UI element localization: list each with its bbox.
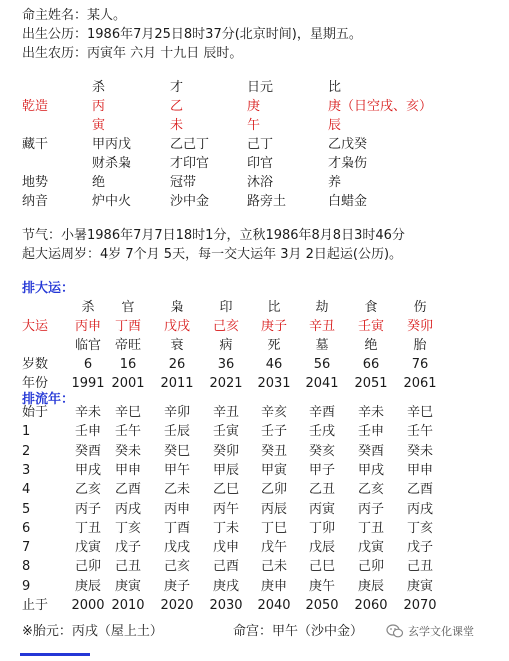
liunian-cell: 壬辰 [163, 424, 190, 439]
dayun-label: 大运 [22, 319, 49, 334]
dayun-pillar: 辛丑 [308, 319, 335, 334]
liunian-row-label: 5 [22, 502, 31, 517]
liunian-cell: 庚子 [163, 579, 190, 594]
liunian-cell: 2020 [160, 598, 194, 613]
liunian-cell: 壬子 [260, 424, 287, 439]
liunian-cell: 戊申 [212, 540, 239, 555]
branch-hour: 辰 [328, 118, 342, 133]
liunian-cell: 戊子 [114, 540, 141, 555]
dayun-age: 66 [362, 357, 380, 372]
pillar-god-month: 才 [170, 80, 184, 95]
canggan-year: 甲丙戊 [92, 137, 132, 152]
watermark-text: 玄学文化课堂 [408, 625, 474, 638]
liunian-title: 排流年： [22, 392, 75, 407]
dishi-year: 绝 [92, 175, 106, 190]
dayun-god: 官 [121, 300, 135, 315]
liunian-cell: 戊戌 [163, 540, 190, 555]
dayun-age: 16 [119, 357, 137, 372]
age-label: 岁数 [22, 357, 49, 372]
liunian-row-label: 1 [22, 424, 31, 439]
liunian-cell: 辛亥 [260, 405, 287, 420]
liunian-cell: 癸丑 [260, 444, 287, 459]
name-line: 命主姓名：某人。 [22, 8, 127, 23]
liunian-row-label: 8 [22, 559, 31, 574]
liunian-cell: 乙丑 [308, 482, 335, 497]
canggan-god-month: 才印官 [170, 156, 210, 171]
year-label: 年份 [22, 376, 49, 391]
liunian-cell: 丙午 [212, 502, 239, 517]
liunian-cell: 辛未 [357, 405, 384, 420]
liunian-cell: 壬午 [114, 424, 141, 439]
liunian-cell: 甲寅 [260, 463, 287, 478]
dayun-age: 6 [83, 357, 93, 372]
liunian-cell: 甲午 [163, 463, 190, 478]
dayun-god: 枭 [170, 300, 184, 315]
liunian-cell: 癸酉 [357, 444, 384, 459]
dayun-state: 胎 [413, 338, 427, 353]
liunian-cell: 甲申 [114, 463, 141, 478]
liunian-row-label: 始于 [22, 405, 49, 420]
liunian-cell: 丙子 [357, 502, 384, 517]
canggan-hour: 乙戊癸 [328, 137, 368, 152]
liunian-cell: 2030 [209, 598, 243, 613]
liunian-cell: 丙戌 [114, 502, 141, 517]
liunian-row-label: 止于 [22, 598, 49, 613]
liunian-cell: 丙申 [163, 502, 190, 517]
canggan-god-day: 印官 [247, 156, 274, 171]
liunian-cell: 乙巳 [212, 482, 239, 497]
dayun-year: 2021 [209, 376, 243, 391]
dayun-pillar: 丁酉 [114, 319, 141, 334]
liunian-cell: 癸卯 [212, 444, 239, 459]
dayun-year: 2061 [403, 376, 437, 391]
canggan-day: 己丁 [247, 137, 274, 152]
nayin-hour: 白蜡金 [328, 194, 368, 209]
solar-date-line: 出生公历：1986年7月25日8时37分(北京时间)，星期五。 [22, 27, 362, 42]
liunian-cell: 壬戌 [308, 424, 335, 439]
liunian-cell: 辛巳 [406, 405, 433, 420]
liunian-cell: 乙卯 [260, 482, 287, 497]
branch-year: 寅 [92, 118, 106, 133]
liunian-cell: 己未 [260, 559, 287, 574]
liunian-cell: 壬申 [357, 424, 384, 439]
pillar-god-year: 杀 [92, 80, 106, 95]
dayun-year: 2031 [257, 376, 291, 391]
branch-month: 未 [170, 118, 184, 133]
dayun-age: 76 [411, 357, 429, 372]
liunian-row-label: 2 [22, 444, 31, 459]
liunian-cell: 2060 [354, 598, 388, 613]
dayun-age: 46 [265, 357, 283, 372]
liunian-cell: 己亥 [163, 559, 190, 574]
liunian-cell: 己丑 [114, 559, 141, 574]
liunian-cell: 丁丑 [74, 521, 101, 536]
liunian-cell: 甲子 [308, 463, 335, 478]
dishi-month: 冠带 [170, 175, 197, 190]
stem-month: 乙 [170, 99, 184, 114]
liunian-cell: 癸亥 [308, 444, 335, 459]
liunian-cell: 丙辰 [260, 502, 287, 517]
liunian-cell: 己巳 [308, 559, 335, 574]
liunian-cell: 庚辰 [74, 579, 101, 594]
canggan-god-hour: 才枭伤 [328, 156, 368, 171]
liunian-cell: 庚寅 [406, 579, 433, 594]
liunian-cell: 2040 [257, 598, 291, 613]
stem-hour: 庚（日空戌、亥） [328, 99, 433, 114]
dayun-pillar: 壬寅 [357, 319, 384, 334]
dayun-state: 绝 [364, 338, 378, 353]
dayun-state: 病 [219, 338, 233, 353]
canggan-month: 乙己丁 [170, 137, 210, 152]
dayun-year: 2041 [305, 376, 339, 391]
liunian-cell: 庚戌 [212, 579, 239, 594]
liunian-cell: 丁亥 [114, 521, 141, 536]
liunian-cell: 甲辰 [212, 463, 239, 478]
section-underline [20, 653, 90, 656]
liunian-cell: 丙戌 [406, 502, 433, 517]
dayun-pillar: 癸卯 [406, 319, 433, 334]
dayun-state: 帝旺 [114, 338, 141, 353]
liunian-cell: 乙酉 [114, 482, 141, 497]
liunian-cell: 壬寅 [212, 424, 239, 439]
liunian-row-label: 9 [22, 579, 31, 594]
dayun-god: 比 [267, 300, 281, 315]
liunian-cell: 丁卯 [308, 521, 335, 536]
liunian-cell: 庚辰 [357, 579, 384, 594]
liunian-cell: 戊寅 [74, 540, 101, 555]
dayun-year: 2051 [354, 376, 388, 391]
jieqi-line: 节气：小暑1986年7月7日18时1分，立秋1986年8月8日3时46分 [22, 228, 405, 243]
dayun-pillar: 己亥 [212, 319, 239, 334]
liunian-cell: 癸未 [406, 444, 433, 459]
liunian-cell: 丙子 [74, 502, 101, 517]
liunian-row-label: 7 [22, 540, 31, 555]
nayin-day: 路旁土 [247, 194, 287, 209]
liunian-cell: 甲戌 [74, 463, 101, 478]
dishi-label: 地势 [22, 175, 49, 190]
liunian-row-label: 4 [22, 482, 31, 497]
stem-day: 庚 [247, 99, 261, 114]
liunian-cell: 乙酉 [406, 482, 433, 497]
liunian-cell: 癸巳 [163, 444, 190, 459]
dayun-god: 劫 [315, 300, 329, 315]
dayun-year: 1991 [71, 376, 105, 391]
nayin-label: 纳音 [22, 194, 49, 209]
liunian-cell: 2000 [71, 598, 105, 613]
dayun-year: 2001 [111, 376, 145, 391]
dayun-state: 衰 [170, 338, 184, 353]
liunian-cell: 甲戌 [357, 463, 384, 478]
liunian-cell: 2050 [305, 598, 339, 613]
liunian-row-label: 3 [22, 463, 31, 478]
liunian-cell: 丙寅 [308, 502, 335, 517]
dayun-god: 杀 [81, 300, 95, 315]
liunian-cell: 丁亥 [406, 521, 433, 536]
canggan-label: 藏干 [22, 137, 49, 152]
liunian-cell: 己卯 [357, 559, 384, 574]
dayun-state: 死 [267, 338, 281, 353]
liunian-cell: 丁丑 [357, 521, 384, 536]
liunian-cell: 壬午 [406, 424, 433, 439]
liunian-cell: 2010 [111, 598, 145, 613]
wechat-bubble-icon [386, 623, 404, 639]
liunian-cell: 乙亥 [74, 482, 101, 497]
dayun-age: 36 [217, 357, 235, 372]
nayin-year: 炉中火 [92, 194, 132, 209]
dayun-state: 墓 [315, 338, 329, 353]
liunian-cell: 庚寅 [114, 579, 141, 594]
liunian-cell: 辛丑 [212, 405, 239, 420]
pillar-god-hour: 比 [328, 80, 342, 95]
liunian-cell: 壬申 [74, 424, 101, 439]
liunian-cell: 丁未 [212, 521, 239, 536]
dayun-age: 26 [168, 357, 186, 372]
taiyuan-line: ※胎元：丙戌（屋上土） [22, 624, 163, 639]
liunian-cell: 己丑 [406, 559, 433, 574]
qianzao-label: 乾造 [22, 99, 49, 114]
liunian-cell: 己酉 [212, 559, 239, 574]
liunian-cell: 戊午 [260, 540, 287, 555]
dayun-god: 食 [364, 300, 378, 315]
liunian-row-label: 6 [22, 521, 31, 536]
liunian-cell: 戊子 [406, 540, 433, 555]
liunian-cell: 辛未 [74, 405, 101, 420]
liunian-cell: 甲申 [406, 463, 433, 478]
dayun-pillar: 戊戌 [163, 319, 190, 334]
liunian-cell: 癸未 [114, 444, 141, 459]
qiyun-line: 起大运周岁：4岁 7个月 5天，每一交大运年 3月 2日起运(公历)。 [22, 247, 403, 262]
dishi-day: 沐浴 [247, 175, 274, 190]
dayun-age: 56 [313, 357, 331, 372]
branch-day: 午 [247, 118, 261, 133]
liunian-cell: 乙未 [163, 482, 190, 497]
nayin-month: 沙中金 [170, 194, 210, 209]
liunian-cell: 癸酉 [74, 444, 101, 459]
liunian-cell: 2070 [403, 598, 437, 613]
canggan-god-year: 财杀枭 [92, 156, 132, 171]
liunian-cell: 乙亥 [357, 482, 384, 497]
liunian-cell: 丁巳 [260, 521, 287, 536]
dayun-title: 排大运： [22, 281, 75, 296]
dishi-hour: 养 [328, 175, 342, 190]
liunian-cell: 辛酉 [308, 405, 335, 420]
liunian-cell: 庚申 [260, 579, 287, 594]
watermark [386, 623, 474, 639]
dayun-state: 临官 [74, 338, 101, 353]
dayun-pillar: 丙申 [74, 319, 101, 334]
pillar-god-day: 日元 [247, 80, 274, 95]
liunian-cell: 辛巳 [114, 405, 141, 420]
stem-year: 丙 [92, 99, 106, 114]
dayun-pillar: 庚子 [260, 319, 287, 334]
liunian-cell: 戊辰 [308, 540, 335, 555]
lunar-date-line: 出生农历：丙寅年 六月 十九日 辰时。 [22, 46, 243, 61]
dayun-year: 2011 [160, 376, 194, 391]
liunian-cell: 戊寅 [357, 540, 384, 555]
minggong-line: 命宫：甲午（沙中金） [233, 624, 364, 639]
liunian-cell: 己卯 [74, 559, 101, 574]
liunian-cell: 丁酉 [163, 521, 190, 536]
liunian-cell: 庚午 [308, 579, 335, 594]
dayun-god: 印 [219, 300, 233, 315]
dayun-god: 伤 [413, 300, 427, 315]
liunian-cell: 辛卯 [163, 405, 190, 420]
